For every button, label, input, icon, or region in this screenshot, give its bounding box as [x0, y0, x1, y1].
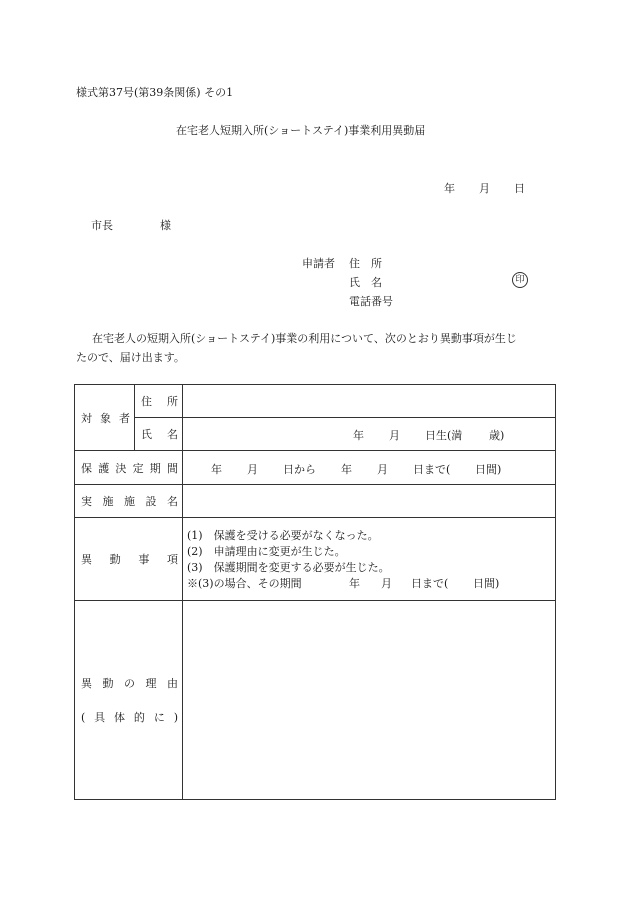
- applicant-name-label: 氏 名: [349, 276, 382, 289]
- age: 歳): [489, 429, 505, 442]
- change-note: ※(3)の場合、その期間: [187, 577, 302, 590]
- facility-field[interactable]: [183, 485, 556, 518]
- change-items[interactable]: [183, 518, 556, 601]
- reason-label-cell: [75, 601, 183, 800]
- reason-sub-label: (具体的に): [81, 711, 178, 724]
- applicant-label: 申請者: [302, 257, 335, 270]
- reason-field[interactable]: [183, 601, 556, 800]
- birth-year: 年: [353, 429, 364, 442]
- body-text-line1: 在宅老人の短期入所(ショートステイ)事業の利用について、次のとおり異動事項が生じ: [92, 332, 517, 345]
- addressee-mayor: 市長: [91, 219, 113, 232]
- period-days: 日間): [475, 463, 502, 476]
- subject-name-label: 氏名: [135, 418, 183, 451]
- period-end-year: 年: [341, 463, 352, 476]
- date-year: 年: [444, 182, 455, 195]
- document-title: 在宅老人短期入所(ショートステイ)事業利用異動届: [176, 124, 426, 137]
- subject-address-field[interactable]: [183, 385, 556, 418]
- change-label: 異動事項: [75, 518, 183, 601]
- subject-address-label: 住所: [135, 385, 183, 418]
- change-item: (3) 保護期間を変更する必要が生じた。: [187, 561, 390, 574]
- change-note-year: 年: [349, 577, 360, 590]
- period-start-month: 月: [247, 463, 258, 476]
- facility-label: 実施施設名: [75, 485, 183, 518]
- change-note-days: 日間): [473, 577, 500, 590]
- subject-label: 対象者: [75, 385, 135, 451]
- period-end-month: 月: [377, 463, 388, 476]
- change-note-until: 日まで(: [411, 577, 449, 590]
- seal-icon: 印: [512, 272, 528, 288]
- birth-month: 月: [389, 429, 400, 442]
- body-text-line2: たので、届け出ます。: [76, 351, 185, 364]
- period-label: 保護決定期間: [75, 451, 183, 485]
- date-month: 月: [479, 182, 490, 195]
- applicant-phone-label: 電話番号: [349, 295, 393, 308]
- period-end-day: 日まで(: [413, 463, 451, 476]
- subject-name-field[interactable]: [183, 418, 556, 451]
- period-start-year: 年: [211, 463, 222, 476]
- change-item: (1) 保護を受ける必要がなくなった。: [187, 529, 379, 542]
- reason-label: 異動の理由: [81, 677, 178, 690]
- addressee-honorific: 様: [160, 219, 171, 232]
- period-start-day: 日から: [283, 463, 316, 476]
- date-day: 日: [514, 182, 525, 195]
- birth-day: 日生(満: [425, 429, 463, 442]
- change-item: (2) 申請理由に変更が生じた。: [187, 545, 346, 558]
- period-field[interactable]: [183, 451, 556, 485]
- change-note-month: 月: [381, 577, 392, 590]
- application-table: [74, 384, 556, 800]
- form-number: 様式第37号(第39条関係) その1: [76, 86, 234, 99]
- applicant-address-label: 住 所: [349, 257, 382, 270]
